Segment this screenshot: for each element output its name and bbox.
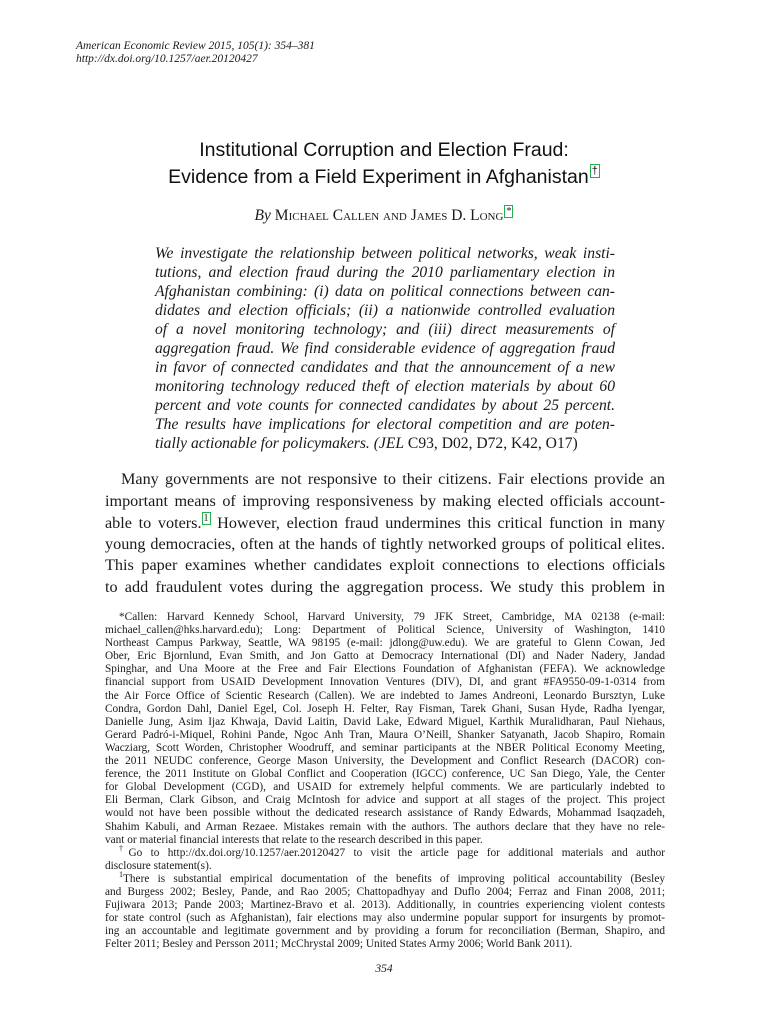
body-line: important means of improving responsiveness by making elected officials account-	[105, 491, 665, 510]
abstract-line: in favor of connected candidates and that the announcement of a new	[155, 359, 615, 376]
abstract-line: percent and vote counts for connected candidates by about 25 percent.	[155, 397, 615, 414]
abstract-line: We investigate the relationship between political networks, weak insti-	[155, 245, 615, 262]
body-line: This paper examines whether candidates exploit connections to elections officials	[105, 556, 665, 575]
footnote-line: michael_callen@hks.harvard.edu); Long: Department of Political Science, University of Washington, 1410	[105, 624, 665, 637]
author-footnote-link[interactable]: *	[506, 206, 512, 217]
title-dagger-link[interactable]: †	[591, 165, 598, 177]
footnote-line: vant or material financial interests that relate to the research described in this paper.	[105, 833, 483, 846]
abstract-last-line	[155, 434, 615, 453]
footnote-line: Northeast Campus Parkway, Seattle, WA 98195 (e-mail: jdlong@uw.edu). We are grateful to Glenn Cowan, Jed	[105, 637, 665, 650]
footnote-line: Felter 2011; Besley and Persson 2011; McChrystal 2009; United States Army 2006; World Bank 2011).	[105, 938, 573, 951]
footnote-line: financial support from USAID Development Innovation Ventures (DIV), DI, and grant #FA9550-09-1-0314 from	[105, 676, 665, 689]
title-line-2	[0, 164, 768, 191]
doi-link[interactable]: http://dx.doi.org/10.1257/aer.20120427	[76, 53, 258, 65]
author-names: Michael Callen and James D. Long	[274, 207, 504, 224]
footnote-line: the 2011 NEUDC conference, George Mason University, the Development and Conflict Research (DACOR) con-	[105, 755, 665, 768]
footnote-line: ference, the 2011 Institute on Global Conflict and Cooperation (IGCC) conference, UC San Diego, Yale, the Center	[105, 768, 665, 781]
jel-classification	[379, 435, 578, 452]
by-label: By	[254, 207, 271, 224]
jel-label: JEL	[378, 435, 405, 452]
footnote-star-line	[105, 611, 665, 624]
footnote-line: Danielle Jung, Asim Ijaz Khwaja, David Laitin, David Lake, Edward Miguel, Karthik Muralidharan, Paul Niehaus,	[105, 715, 665, 728]
footnote-1-mark: 1	[119, 870, 123, 880]
author-line	[0, 205, 768, 226]
journal-header	[76, 40, 315, 66]
footnote-line: Ober, Eric Bjornlund, Evan Smith, and Jon Gatto at Democracy International (DI) and Nader Nadery, Jandad	[105, 650, 665, 663]
footnote-line: for state control (such as Afghanistan), fair elections may also undermine popular support for insurgents by promot-	[105, 912, 665, 925]
footnote-line: for Global Development (CGD), and USAID for extremely helpful comments. We are particularly indebted to	[105, 781, 665, 794]
footnote-dagger-line	[105, 843, 666, 860]
body-line: Many governments are not responsive to their citizens. Fair elections provide an	[121, 470, 665, 488]
footnote-line: and Burgess 2002; Besley, Pande, and Rao 2005; Chattopadhyay and Duflo 2004; Ferraz and Finan 2008, 2011;	[105, 885, 665, 898]
footnote-line: would not have been possible without the dedicated research assistance of Randy Edwards, Mohammad Isaqzadeh,	[105, 807, 665, 820]
abstract-line: tutions, and election fraud during the 2010 parliamentary election in	[155, 264, 615, 281]
footnote-star-mark: *	[119, 611, 125, 623]
footnote-line: the Air Force Office of Scientic Research (Callen). We are indebted to James Andreoni, Leonardo Bursztyn, Luke	[105, 689, 665, 702]
footnote-line: Gerard Padró-i-Miquel, Rohini Pande, Ngoc Anh Tran, Maura O’Neill, Shanker Satyanath, Jacob Shapiro, Romain	[105, 728, 665, 741]
page-number: 354	[375, 963, 393, 975]
body-text-segment: able to voters.	[105, 514, 202, 533]
abstract-line: aggregation fraud. We find considerable evidence of aggregation fraud	[155, 340, 615, 357]
footnote-line: Fujiwara 2013; Pande 2003; Martinez-Bravo et al. 2013). Additionally, in countries experiencing violent contests	[105, 899, 665, 912]
title-line-1: Institutional Corruption and Election Fraud:	[199, 139, 569, 161]
footnote-1-link[interactable]: 1	[203, 513, 209, 525]
abstract-line: The results have implications for electoral competition and are poten-	[155, 416, 615, 433]
footnote-dagger-mark: †	[119, 843, 129, 853]
article-title	[0, 137, 768, 191]
abstract-line: didates and election officials; (ii) a nationwide controlled evaluation	[155, 302, 615, 319]
abstract-line: Afghanistan combining: (i) data on political connections between can-	[155, 283, 615, 300]
title-line-2-text: Evidence from a Field Experiment in Afghanistan	[168, 166, 589, 188]
abstract-last-text: tially actionable for policymakers. (	[155, 435, 379, 452]
footnotes	[105, 611, 665, 951]
footnote-line: Spinghar, and Una Moore at the Free and Fair Elections Foundation of Afghanistan (FEFA). We acknowledge	[105, 663, 665, 676]
abstract-line: monitoring technology reduced theft of election materials by about 60	[155, 378, 615, 395]
jel-codes: C93, D02, D72, K42, O17)	[404, 435, 578, 452]
footnote-line: disclosure statement(s).	[105, 859, 212, 872]
abstract-line: of a novel monitoring technology; and (iii) direct measurements of	[155, 321, 615, 338]
footnote-1-line	[105, 870, 665, 886]
body-line: young democracies, often at the hands of tightly networked groups of political elites.	[105, 534, 665, 553]
body-line: to add fraudulent votes during the aggregation process. We study this problem in	[105, 577, 665, 596]
footnote-line: Wacziarg, Scott Worden, Christopher Woodruff, and seminar participants at the NBER Political Economy Meeting,	[105, 741, 665, 754]
footnote-line: ing an accountable and legitimate government and by providing a forum for reconciliation (Berman, Shapiro, and	[105, 925, 665, 938]
footnote-1-text: There is substantial empirical documentation of the benefits of improving political accountability (Besley	[123, 872, 665, 885]
footnote-star-text: Callen: Harvard Kennedy School, Harvard University, 79 JFK Street, Cambridge, MA 02138 (e-mail:	[124, 611, 665, 623]
body-text-segment: However, election fraud undermines this critical function in many	[210, 514, 665, 533]
body-line	[105, 512, 665, 534]
footnote-line: Eli Berman, Clark Gibson, and Craig McIntosh for advice and support at all stages of the project. This project	[105, 794, 665, 807]
abstract	[155, 244, 615, 453]
body-text	[105, 469, 665, 599]
footnote-line: Condra, Gordon Dahl, Daniel Egel, Col. Joseph H. Felter, Ray Fisman, Tarek Ghani, Susan Hyde, Radha Iyengar,	[105, 702, 665, 715]
footnote-line: Shahim Kabuli, and Arman Rezaee. Mistakes remain with the authors. The authors declare that they have no rele-	[105, 820, 665, 833]
footnote-dagger-text: Go to http://dx.doi.org/10.1257/aer.20120427 to visit the article page for additional materials and author	[128, 846, 666, 859]
journal-citation: American Economic Review 2015, 105(1): 354–381	[76, 40, 315, 52]
